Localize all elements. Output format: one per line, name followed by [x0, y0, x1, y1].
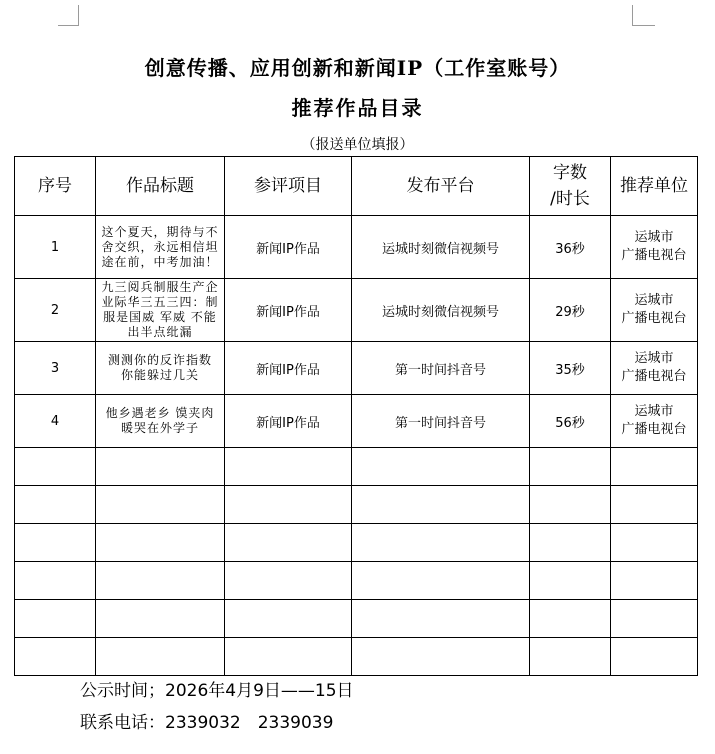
empty-cell — [15, 600, 96, 638]
row-length: 35秒 — [530, 342, 611, 395]
table-row — [15, 395, 698, 448]
header-index: 序号 — [15, 157, 96, 216]
empty-cell — [611, 524, 698, 562]
empty-cell — [611, 448, 698, 486]
empty-cell — [530, 600, 611, 638]
empty-cell — [530, 486, 611, 524]
empty-cell — [530, 448, 611, 486]
header-length-line2: /时长 — [550, 189, 590, 209]
header-length — [530, 157, 611, 216]
row-length: 36秒 — [530, 216, 611, 279]
row-unit-line2: 广播电视台 — [621, 248, 687, 263]
empty-cell — [96, 562, 225, 600]
document-subtitle-title: 推荐作品目录 — [291, 96, 424, 120]
header-work-title: 作品标题 — [96, 157, 225, 216]
row-title: 这个夏天，期待与不舍交织，永远相信坦途在前，中考加油！ — [96, 216, 225, 279]
empty-cell — [96, 486, 225, 524]
row-unit-line1: 运城市 — [634, 404, 674, 419]
row-unit — [611, 279, 698, 342]
empty-cell — [352, 638, 530, 676]
crop-mark-top-left — [58, 5, 79, 26]
row-platform: 运城时刻微信视频号 — [352, 279, 530, 342]
row-index: 2 — [15, 279, 96, 342]
submission-note: （报送单位填报） — [301, 137, 414, 153]
works-table — [14, 156, 698, 676]
empty-cell — [96, 638, 225, 676]
header-platform: 发布平台 — [352, 157, 530, 216]
empty-cell — [96, 448, 225, 486]
empty-row — [15, 448, 698, 486]
empty-cell — [225, 486, 352, 524]
empty-cell — [96, 600, 225, 638]
empty-cell — [352, 600, 530, 638]
empty-cell — [225, 524, 352, 562]
row-unit — [611, 216, 698, 279]
row-platform: 运城时刻微信视频号 — [352, 216, 530, 279]
empty-cell — [530, 524, 611, 562]
row-unit-line2: 广播电视台 — [621, 369, 687, 384]
empty-cell — [611, 638, 698, 676]
row-category: 新闻IP作品 — [225, 279, 352, 342]
table-row — [15, 279, 698, 342]
row-unit-line2: 广播电视台 — [621, 311, 687, 326]
row-category: 新闻IP作品 — [225, 342, 352, 395]
empty-row — [15, 638, 698, 676]
empty-cell — [15, 638, 96, 676]
row-length: 29秒 — [530, 279, 611, 342]
publicity-period: 公示时间；2026年4月9日——15日 — [80, 681, 354, 701]
empty-cell — [611, 600, 698, 638]
row-platform: 第一时间抖音号 — [352, 342, 530, 395]
empty-cell — [225, 600, 352, 638]
empty-cell — [611, 562, 698, 600]
empty-row — [15, 486, 698, 524]
table-header-row — [15, 157, 698, 216]
table-row — [15, 342, 698, 395]
empty-cell — [225, 638, 352, 676]
row-title: 他乡遇老乡 馍夹肉暖哭在外学子 — [96, 395, 225, 448]
empty-cell — [530, 562, 611, 600]
empty-cell — [352, 524, 530, 562]
header-length-line1: 字数 — [553, 163, 587, 183]
empty-cell — [352, 448, 530, 486]
empty-row — [15, 600, 698, 638]
empty-cell — [225, 562, 352, 600]
empty-cell — [15, 448, 96, 486]
row-platform: 第一时间抖音号 — [352, 395, 530, 448]
empty-row — [15, 524, 698, 562]
row-unit-line1: 运城市 — [634, 293, 674, 308]
empty-cell — [15, 486, 96, 524]
row-title: 九三阅兵制服生产企业际华三五三四：制服是国威 军威 不能出半点纰漏 — [96, 279, 225, 342]
empty-cell — [15, 524, 96, 562]
row-index: 4 — [15, 395, 96, 448]
header-unit: 推荐单位 — [611, 157, 698, 216]
row-unit-line1: 运城市 — [634, 351, 674, 366]
empty-cell — [352, 562, 530, 600]
empty-cell — [15, 562, 96, 600]
document-title: 创意传播、应用创新和新闻IP（工作室账号） — [144, 56, 571, 80]
table-row — [15, 216, 698, 279]
row-unit-line2: 广播电视台 — [621, 422, 687, 437]
empty-cell — [225, 448, 352, 486]
empty-cell — [611, 486, 698, 524]
row-index: 3 — [15, 342, 96, 395]
empty-cell — [352, 486, 530, 524]
crop-mark-top-right — [632, 5, 655, 26]
row-category: 新闻IP作品 — [225, 216, 352, 279]
empty-row — [15, 562, 698, 600]
row-length: 56秒 — [530, 395, 611, 448]
row-unit — [611, 395, 698, 448]
row-title: 测测你的反诈指数 你能躲过几关 — [96, 342, 225, 395]
header-category: 参评项目 — [225, 157, 352, 216]
contact-phone: 联系电话：2339032 2339039 — [80, 713, 334, 733]
row-unit-line1: 运城市 — [634, 230, 674, 245]
row-index: 1 — [15, 216, 96, 279]
empty-cell — [530, 638, 611, 676]
row-category: 新闻IP作品 — [225, 395, 352, 448]
empty-cell — [96, 524, 225, 562]
row-unit — [611, 342, 698, 395]
